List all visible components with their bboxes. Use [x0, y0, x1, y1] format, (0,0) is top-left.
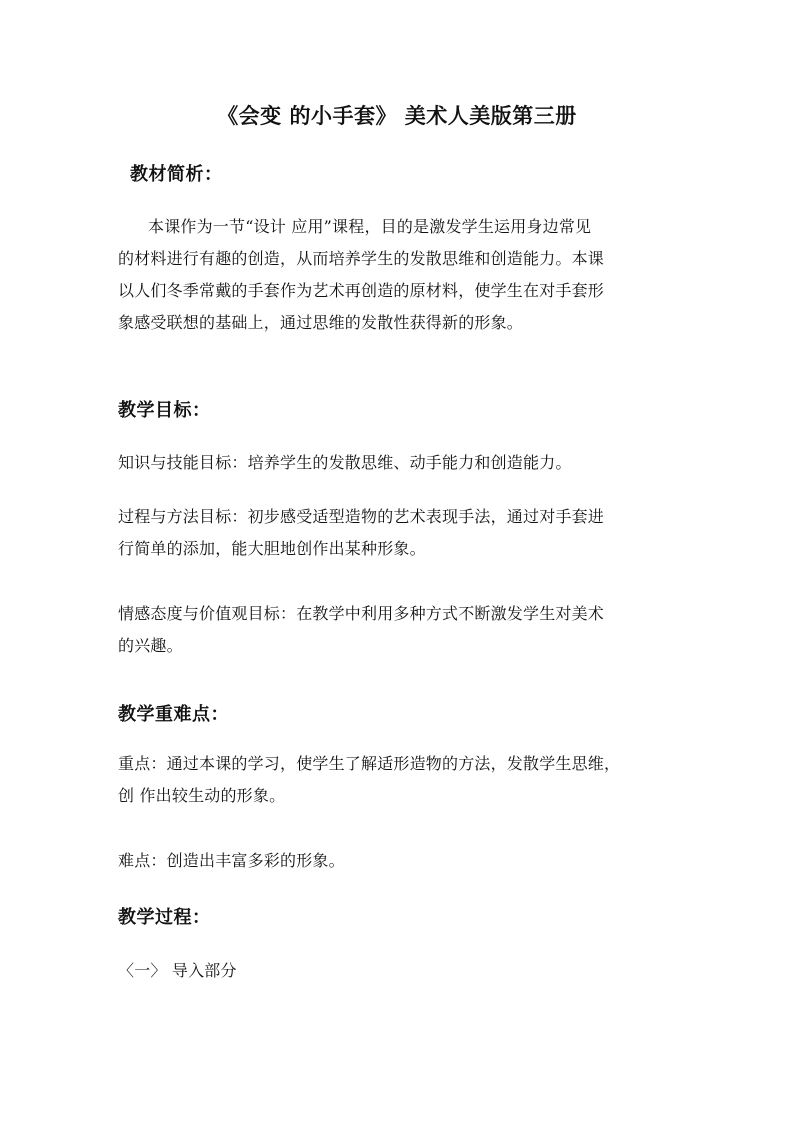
- heading-goals: 教学目标：: [118, 400, 211, 421]
- key-focus-line: 创 作出较生动的形象。: [118, 786, 286, 805]
- analysis-line: 象感受联想的基础上，通过思维的发散性获得新的形象。: [118, 313, 524, 332]
- goal-knowledge: [118, 447, 683, 479]
- key-difficulty: [118, 845, 683, 877]
- key-focus: [118, 748, 683, 812]
- process-part1: [118, 955, 683, 987]
- heading-key-points: 教学重难点：: [118, 704, 229, 725]
- goal-emotion: [118, 598, 683, 662]
- goal-emotion-line: 情感态度与价值观目标：在教学中利用多种方式不断激发学生对美术: [118, 604, 605, 623]
- goal-process-line: 行简单的添加，能大胆地创作出某种形象。: [118, 539, 426, 558]
- key-difficulty-line: 难点：创造出丰富多彩的形象。: [118, 851, 345, 870]
- analysis-line: 的材料进行有趣的创造，从而培养学生的发散思维和创造能力。本课: [118, 249, 605, 268]
- goal-knowledge-line: 知识与技能目标：培养学生的发散思维、动手能力和创造能力。: [118, 453, 572, 472]
- process-part1-line: 〈一〉 导入部分: [118, 961, 237, 980]
- goal-process-line: 过程与方法目标：初步感受适型造物的艺术表现手法，通过对手套进: [118, 507, 605, 526]
- analysis-paragraph: [118, 211, 683, 339]
- heading-analysis: 教材简析：: [130, 164, 223, 185]
- analysis-line: 以人们冬季常戴的手套作为艺术再创造的原材料，使学生在对手套形: [118, 281, 605, 300]
- goal-emotion-line: 的兴趣。: [118, 636, 183, 655]
- document-title: 《会变 的小手套》 美术人美版第三册: [217, 103, 577, 128]
- analysis-line: 本课作为一节“设计 应用”课程，目的是激发学生运用身边常见: [148, 217, 592, 236]
- goal-process: [118, 501, 683, 565]
- key-focus-line: 重点：通过本课的学习，使学生了解适形造物的方法，发散学生思维，: [118, 754, 621, 773]
- heading-process: 教学过程：: [118, 907, 211, 928]
